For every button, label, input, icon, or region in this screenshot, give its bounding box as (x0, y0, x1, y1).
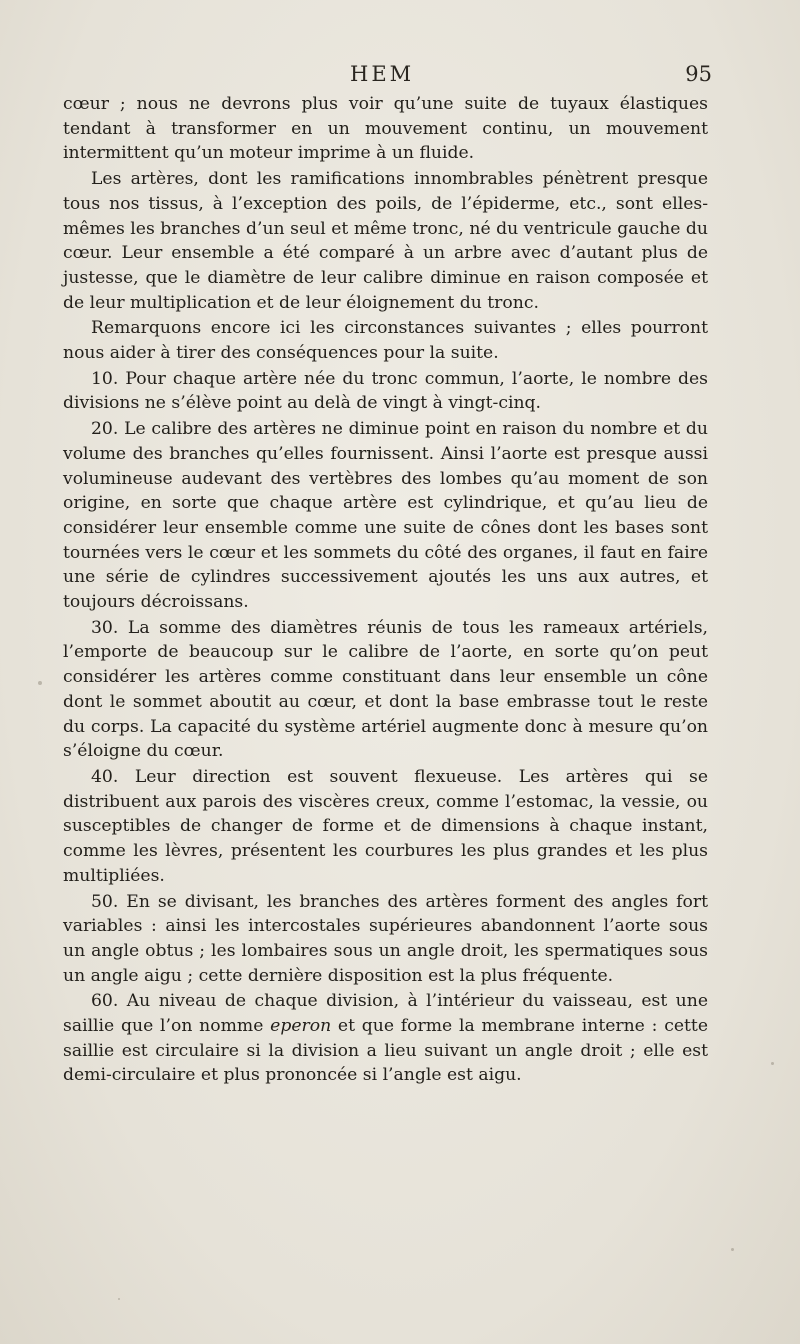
italic-term-eperon: eperon (270, 1016, 332, 1037)
page-header (62, 62, 712, 92)
paragraph-arteres: Les artères, dont les ramifications innombrables pénètrent presque tous nos tissus, à l’exception des poils, de l’épiderme, etc., sont elles-mêmes les branches d’un seul et même tronc, né du ventricule gauche du cœur. Leur ensemble a été comparé à un arbre avec d’autant plus de justesse, que le diamètre de leur calibre diminue en raison composée et de leur multiplication et de leur éloignement du tronc. (63, 169, 708, 313)
paragraph-point-1: 10. Pour chaque artère née du tronc commun, l’aorte, le nombre des divisions ne s’élève point au delà de vingt à vingt-cinq. (63, 368, 708, 414)
paragraph-point-6-end: et que forme la membrane interne : cette saillie est circulaire si la division a lieu suivant un angle droit ; elle est demi-circulaire et plus prononcée si l’angle est aigu. (63, 1016, 708, 1086)
paragraph-point-4: 40. Leur direction est souvent flexueuse. Les artères qui se distribuent aux parois des viscères creux, comme l’estomac, la vessie, ou susceptibles de changer de forme et de dimensions à chaque instant, comme les lèvres, présentent les courbures les plus grandes et les plus multipliées. (63, 766, 708, 886)
paragraph-point-5: 50. En se divisant, les branches des artères forment des angles fort variables : ainsi les intercostales supérieures abandonnent l’aorte sous un angle obtus ; les lombaires sous un angle droit, les spermatiques sous un angle aigu ; cette dernière disposition est la plus fréquente. (63, 891, 708, 986)
page-number: 95 (685, 62, 712, 86)
running-head: HEM (350, 62, 415, 86)
paragraph-continuation: cœur ; nous ne devrons plus voir qu’une suite de tuyaux élastiques tendant à transformer en un mouvement continu, un mouvement intermittent qu’un moteur imprime à un fluide. (63, 94, 708, 164)
paragraph-point-3: 30. La somme des diamètres réunis de tous les rameaux artériels, l’emporte de beaucoup sur le calibre de l’aorte, en sorte qu’on peut considérer les artères comme constituant dans leur ensemble un cône dont le sommet aboutit au cœur, et dont la base embrasse tout le reste du corps. La capacité du système artériel augmente donc à mesure qu’on s’éloigne du cœur. (63, 617, 708, 762)
paragraph-point-2: 20. Le calibre des artères ne diminue point en raison du nombre et du volume des branches qu’elles fournissent. Ainsi l’aorte est presque aussi volumineuse audevant des vertèbres des lombes qu’au moment de son origine, en sorte que chaque artère est cylindrique, et qu’au lieu de considérer leur ensemble comme une suite de cônes dont les bases sont tournées vers le cœur et les sommets du côté des organes, il faut en faire une série de cylindres successivement ajoutés les uns aux autres, et toujours décroissans. (63, 419, 708, 613)
paragraph-remarquons: Remarquons encore ici les circonstances suivantes ; elles pourront nous aider à tirer des conséquences pour la suite. (63, 318, 708, 364)
body-text (63, 92, 708, 1088)
paragraph-point-6-start: 60. Au niveau de chaque division, à l’intérieur du vaisseau, est une saillie que l’on nomme (63, 991, 708, 1037)
paragraph-point-6 (63, 989, 708, 1088)
